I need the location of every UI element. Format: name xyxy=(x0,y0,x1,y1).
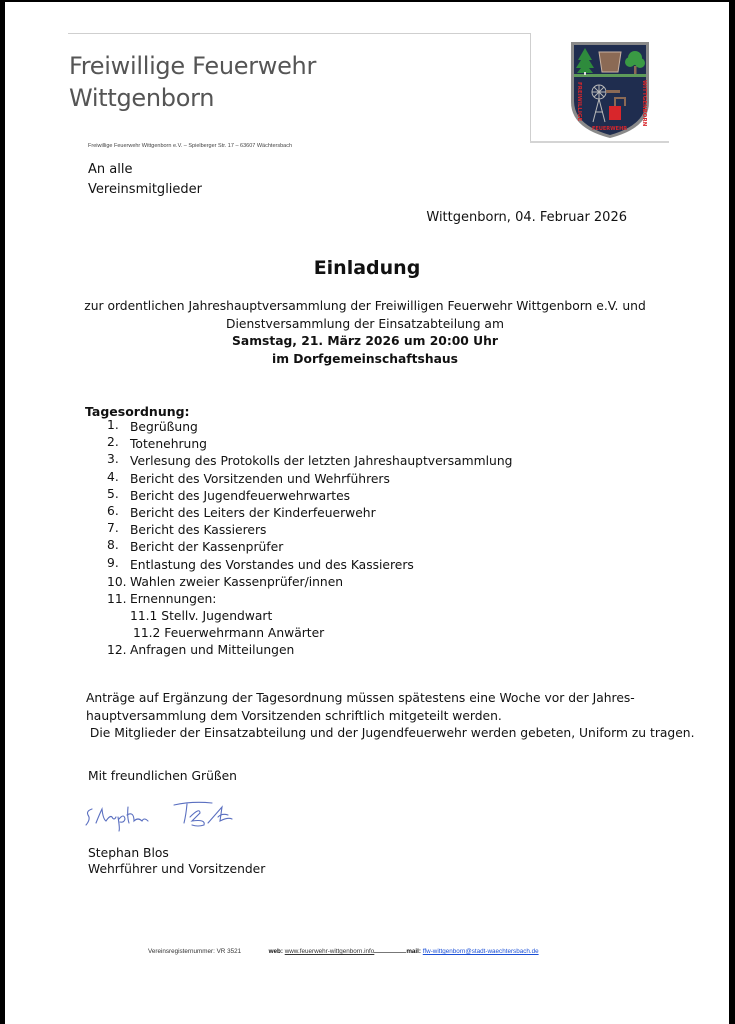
agenda-item-number: 9. xyxy=(107,555,119,570)
closing-line1: Anträge auf Ergänzung der Tagesordnung müssen spätestens eine Woche vor der Jahres- xyxy=(86,691,635,705)
agenda-item-text: Bericht des Jugendfeuerwehrwartes xyxy=(130,488,351,503)
intro-line1: zur ordentlichen Jahreshauptversammlung der Freiwilligen Feuerwehr Wittgenborn e.V. und xyxy=(84,299,646,313)
meeting-date-time: Samstag, 21. März 2026 um 20:00 Uhr xyxy=(232,334,498,348)
meeting-location: im Dorfgemeinschaftshaus xyxy=(272,351,458,366)
recipient-line1: An alle xyxy=(88,162,133,177)
agenda-item-number: 11. xyxy=(107,591,127,606)
organization-title-line2: Wittgenborn xyxy=(69,84,215,112)
svg-text:WITTGENBORN: WITTGENBORN xyxy=(641,80,647,127)
agenda-title: Tagesordnung: xyxy=(85,404,190,419)
agenda-item-text: Anfragen und Mitteilungen xyxy=(130,643,295,658)
sender-address-line: Freiwillige Feuerwehr Wittgenborn e.V. – Spielberger Str. 17 – 63607 Wächtersbach xyxy=(88,143,293,149)
document-page xyxy=(5,2,729,1024)
organization-title-line1: Freiwillige Feuerwehr xyxy=(69,52,317,80)
agenda-item-text: Begrüßung xyxy=(130,420,198,434)
document-title: Einladung xyxy=(313,257,421,279)
agenda-item-text: Wahlen zweier Kassenprüfer/innen xyxy=(130,574,344,589)
agenda-item-text: Bericht der Kassenprüfer xyxy=(130,540,284,555)
agenda-item-text: Totenehrung xyxy=(130,437,207,452)
agenda-item-text: Bericht des Leiters der Kinderfeuerwehr xyxy=(130,505,376,520)
svg-text:FREIWILLIGE: FREIWILLIGE xyxy=(576,82,582,122)
intro-line2: Dienstversammlung der Einsatzabteilung am xyxy=(226,316,504,331)
signer-block xyxy=(88,845,265,877)
website-link[interactable]: www.feuerwehr-wittgenborn.info xyxy=(284,948,375,955)
register-number: Vereinsregisternummer: VR 3521 xyxy=(148,948,242,955)
closing-line3: Die Mitglieder der Einsatzabteilung und der Jugendfeuerwehr werden gebeten, Uniform zu tragen. xyxy=(86,726,695,740)
footer xyxy=(148,946,539,955)
svg-text:FEUERWEHR: FEUERWEHR xyxy=(592,126,628,132)
web-label: web: xyxy=(268,948,283,955)
header-rule-vertical xyxy=(530,33,531,142)
header-rule-bottom xyxy=(530,141,669,143)
agenda-item-number: 5. xyxy=(107,486,119,501)
agenda-item-number: 8. xyxy=(107,538,119,553)
email-link[interactable]: ffw-wittgenborn@stadt-waechtersbach.de xyxy=(422,948,539,955)
footer-spacer-line xyxy=(374,946,406,953)
recipient-block xyxy=(88,160,202,200)
agenda-item-text: Bericht des Vorsitzenden und Wehrführers xyxy=(130,471,390,486)
agenda-item-text: Bericht des Kassierers xyxy=(130,523,267,538)
agenda-item-number: 2. xyxy=(107,435,119,450)
agenda-subitem-text: 11.2 Feuerwehrmann Anwärter xyxy=(133,626,325,641)
signer-name: Stephan Blos xyxy=(88,846,169,860)
agenda-item-number: 12. xyxy=(107,643,127,658)
signer-role: Wehrführer und Vorsitzender xyxy=(88,862,266,876)
agenda-item-number: 10. xyxy=(107,574,127,589)
greeting: Mit freundlichen Grüßen xyxy=(88,769,237,783)
agenda-item-number: 6. xyxy=(107,503,119,518)
agenda-item-number: 1. xyxy=(107,418,119,432)
organization-title xyxy=(69,50,316,114)
date-line: Wittgenborn, 04. Februar 2026 xyxy=(426,210,627,225)
header-rule-top xyxy=(68,33,530,34)
invitation-intro xyxy=(5,298,725,368)
agenda-item-number: 4. xyxy=(107,469,119,484)
closing-paragraph xyxy=(86,690,694,743)
agenda-item-text: Verlesung des Protokolls der letzten Jahreshauptversammlung xyxy=(130,454,513,469)
agenda-item-number: 3. xyxy=(107,452,119,467)
agenda-item-number: 7. xyxy=(107,521,119,536)
fire-brigade-crest-icon xyxy=(569,40,651,140)
agenda-subitem-text: 11.1 Stellv. Jugendwart xyxy=(130,609,273,624)
closing-line2: hauptversammlung dem Vorsitzenden schriftlich mitgeteilt werden. xyxy=(86,708,502,723)
mail-label: mail: xyxy=(406,948,422,955)
recipient-line2: Vereinsmitglieder xyxy=(88,182,203,197)
agenda-item-text: Entlastung des Vorstandes und des Kassierers xyxy=(130,557,414,572)
handwritten-signature-icon xyxy=(82,795,242,833)
agenda-item-text: Ernennungen: xyxy=(130,591,217,606)
